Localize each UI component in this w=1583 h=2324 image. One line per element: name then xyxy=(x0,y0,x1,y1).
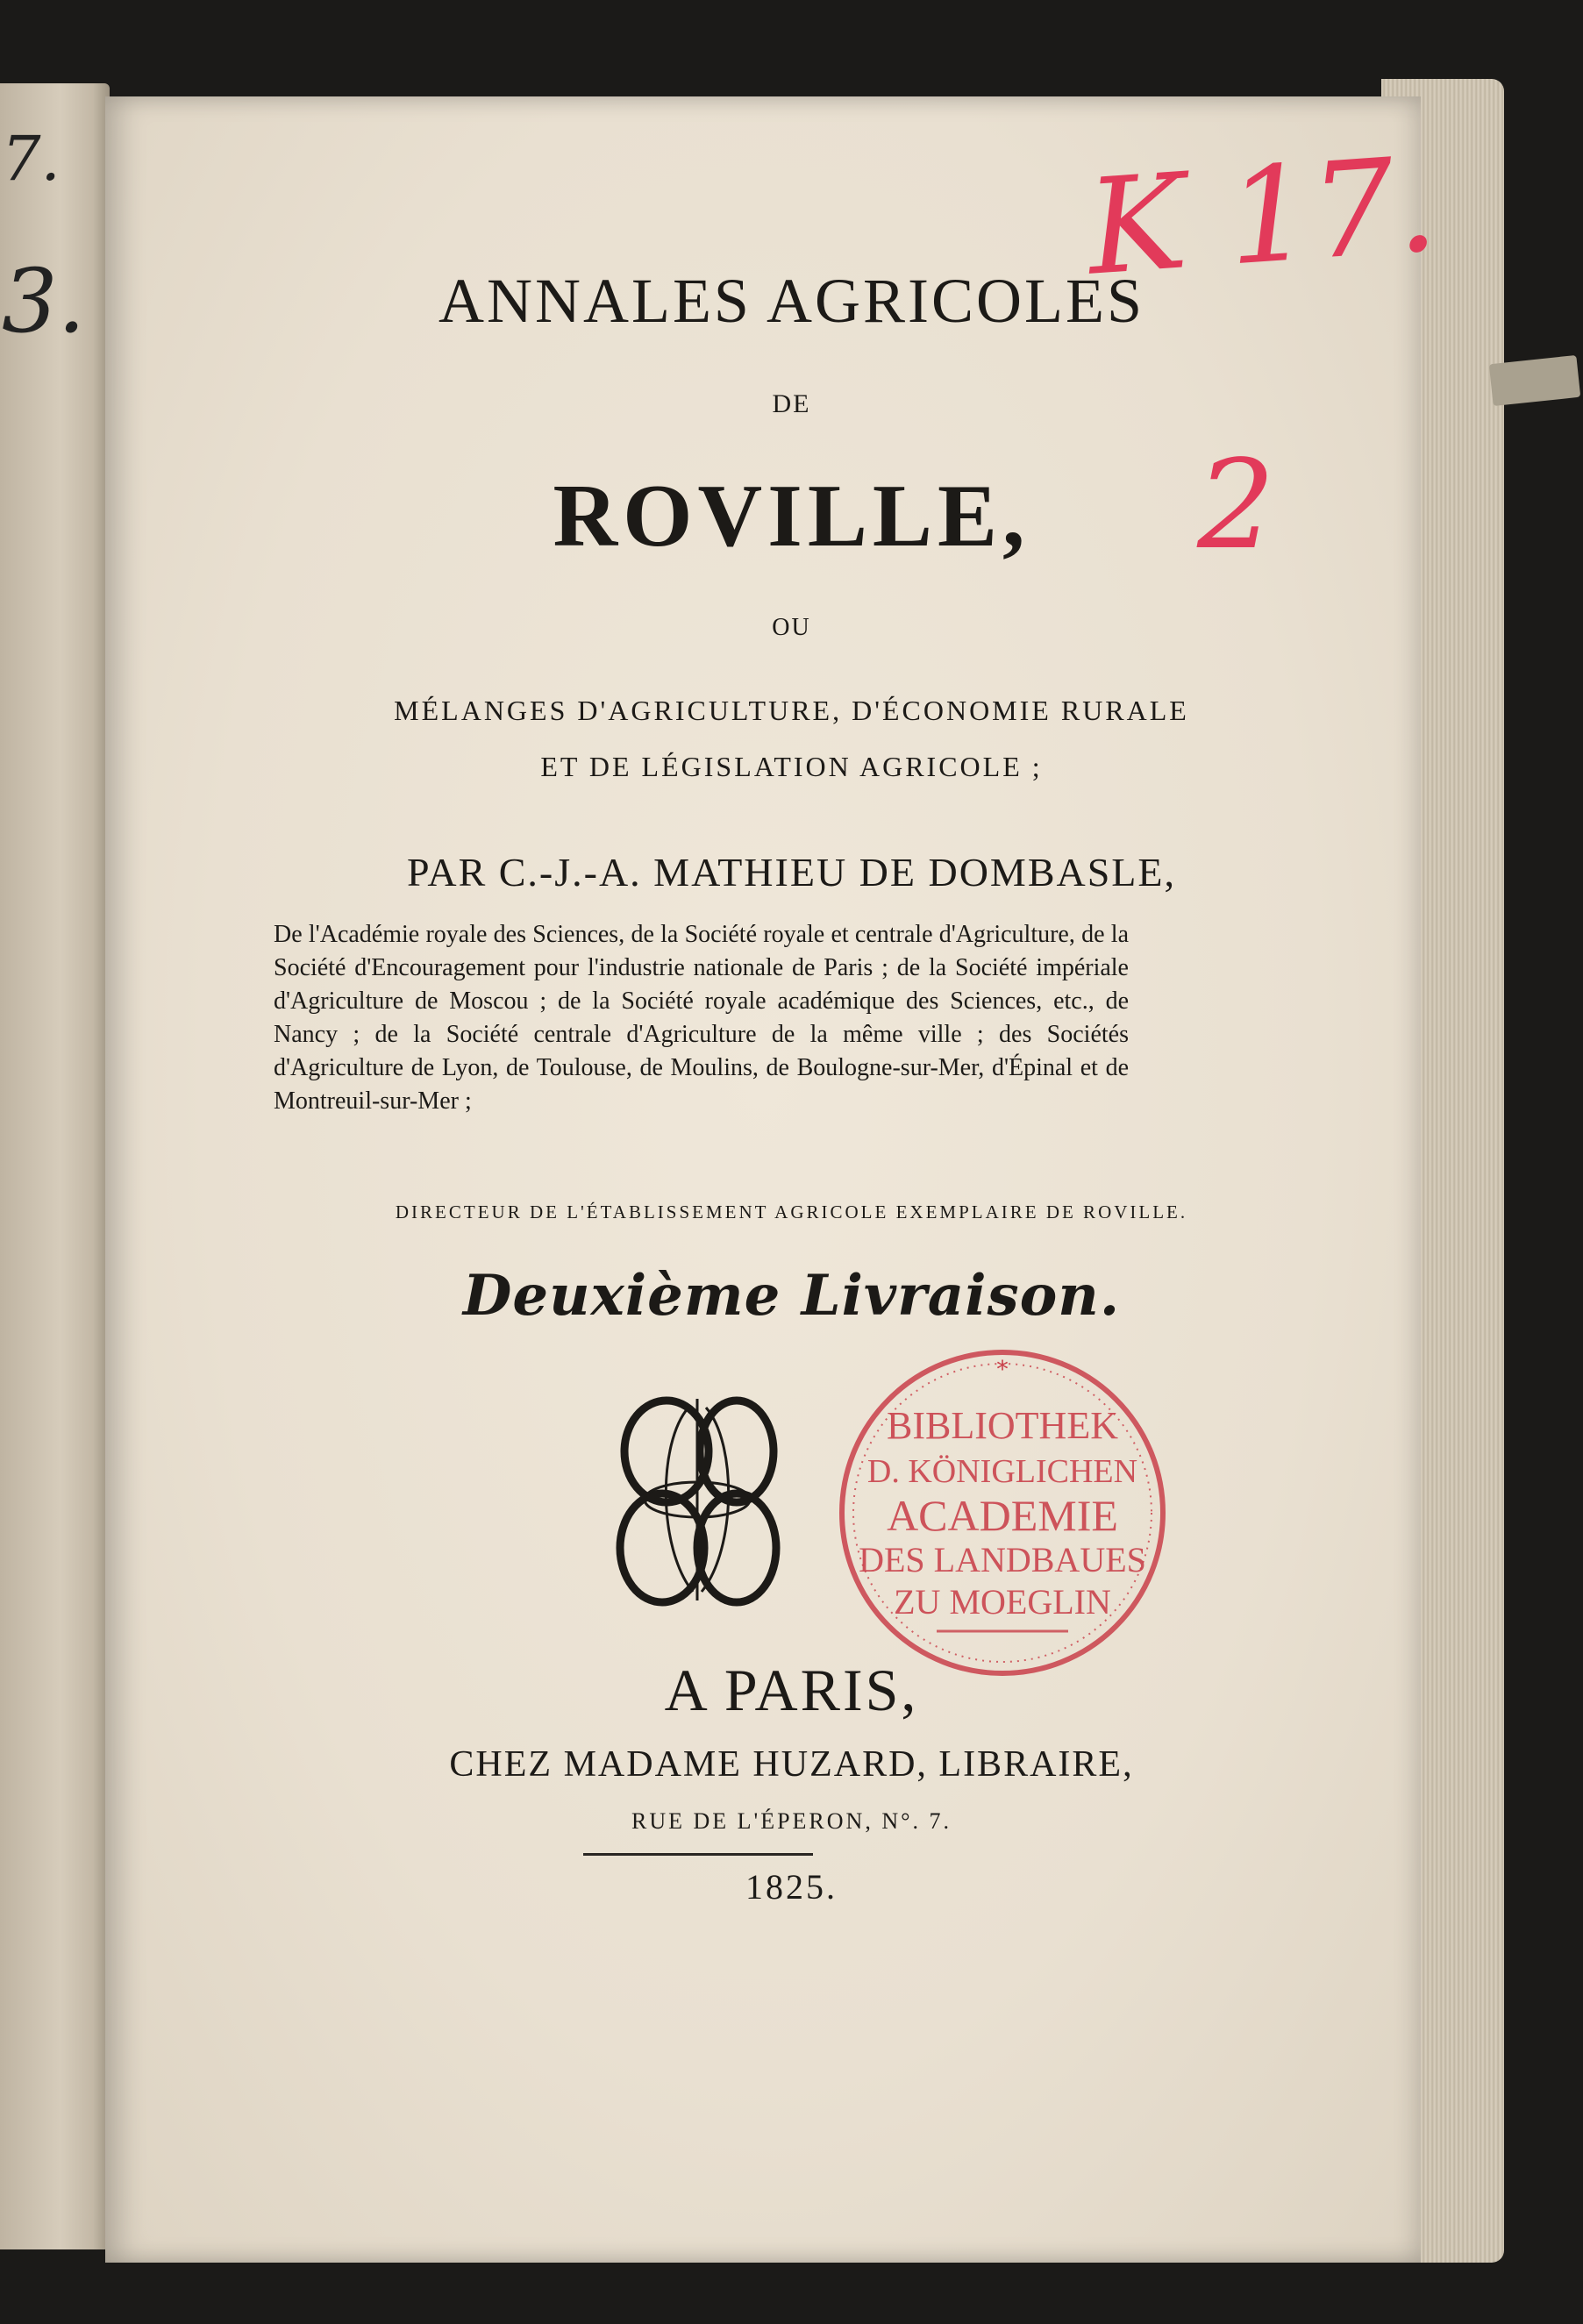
stamp-line-3: ACADEMIE xyxy=(887,1491,1118,1540)
author-line: PAR C.-J.-A. MATHIEU DE DOMBASLE, xyxy=(406,850,1177,895)
publisher-monogram-icon xyxy=(605,1390,789,1609)
year-line: 1825. xyxy=(745,1867,838,1907)
address-line: RUE DE L'ÉPERON, N°. 7. xyxy=(631,1808,952,1834)
subtitle-line-1: MÉLANGES D'AGRICULTURE, D'ÉCONOMIE RURALE xyxy=(394,695,1189,726)
stamp-line-5: ZU MOEGLIN xyxy=(894,1582,1111,1622)
title-de: DE xyxy=(772,389,811,418)
title-place: ROVILLE, xyxy=(553,467,1030,566)
library-stamp xyxy=(831,1342,1173,1684)
subtitle-line-2: ET DE LÉGISLATION AGRICOLE ; xyxy=(540,751,1043,782)
author-affiliations: De l'Académie royale des Sciences, de la Société royale et centrale d'Agriculture, de la Société d'Encouragement pour l'industrie nationale de Paris ; de la Société impériale d'Agriculture de Moscou ; de la Société royale académique des Sciences, etc., de Nancy ; de la Société centrale d'Agriculture de la même ville ; des Sociétés d'Agriculture de Lyon, de Toulouse, de Moulins, de Boulogne-sur-Mer, d'Épinal et de Montreuil-sur-Mer ; xyxy=(274,921,1129,1115)
main-title: ANNALES AGRICOLES xyxy=(438,266,1145,336)
publisher-line: CHEZ MADAME HUZARD, LIBRAIRE, xyxy=(449,1744,1134,1785)
city-line: A PARIS, xyxy=(664,1657,919,1723)
divider-rule xyxy=(583,1853,813,1856)
title-page xyxy=(105,96,1421,2263)
stamp-star-icon: * xyxy=(996,1357,1009,1383)
stamp-line-2: D. KÖNIGLICHEN xyxy=(866,1453,1138,1490)
left-page-mark-top: 7. xyxy=(2,123,61,195)
director-line: DIRECTEUR DE L'ÉTABLISSEMENT AGRICOLE EXEMPLAIRE DE ROVILLE. xyxy=(395,1201,1188,1223)
livraison-line: Deuxième Livraison. xyxy=(462,1263,1121,1329)
shelf-mark-line-2: 2 xyxy=(1197,434,1276,577)
stamp-line-4: DES LANDBAUES xyxy=(859,1540,1146,1579)
stamp-line-1: BIBLIOTHEK xyxy=(887,1404,1118,1447)
shelf-mark-line-1: K 17. xyxy=(1082,128,1442,305)
left-page-mark-bottom: 3. xyxy=(2,250,86,353)
title-ou: OU xyxy=(772,614,811,641)
